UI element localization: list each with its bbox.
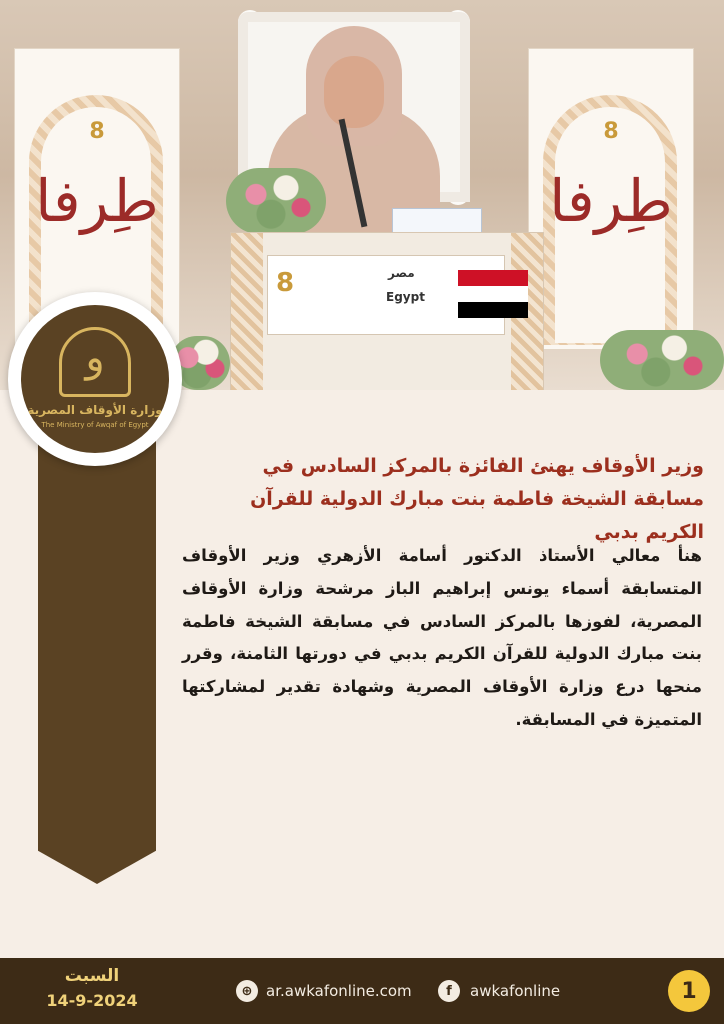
banner-calligraphy: طِرفا (35, 167, 159, 235)
article-body: هنأ معالي الأستاذ الدكتور أسامة الأزهري وزير الأوقاف المتسابقة أسماء يونس إبراهيم الباز مرشحة وزارة الأوقاف المصرية، لفوزها بالمركز السادس في مسابقة الشيخة فاطمة بنت مبارك الدولية للقرآن الكريم بدبي في دورتها الثامنة، وقرر منحها درع وزارة الأوقاف المصرية وشهادة تقدير لمشاركتها المتميزة في المسابقة. (182, 546, 702, 729)
country-arabic: مصر (388, 266, 415, 280)
country-english: Egypt (386, 290, 425, 304)
flowers-right (600, 330, 724, 390)
podium (230, 232, 544, 390)
ministry-logo (8, 292, 182, 466)
egypt-flag-icon (458, 270, 528, 318)
website-link[interactable] (236, 980, 412, 1002)
banner-calligraphy: طِرفا (549, 167, 673, 235)
footer-day: السبت (64, 966, 120, 986)
podium-number: 8 (276, 268, 295, 298)
headline: وزير الأوقاف يهنئ الفائزة بالمركز السادس في مسابقة الشيخة فاطمة بنت مبارك الدولية للقرآن الكريم بدبي (250, 455, 704, 543)
facebook-icon: f (438, 980, 460, 1002)
website-text: ar.awkafonline.com (266, 982, 412, 1000)
podium-sign (267, 255, 505, 335)
footer-date: 14-9-2024 (46, 991, 138, 1010)
page-number: 1 (668, 970, 710, 1012)
banner-number: 8 (89, 119, 105, 144)
facebook-text: awkafonline (470, 982, 561, 1000)
banner-right (528, 48, 694, 350)
logo-name: وزارة الأوقاف المصرية (27, 403, 163, 417)
facebook-link[interactable] (438, 980, 560, 1002)
banner-number: 8 (603, 119, 619, 144)
logo-subtitle: The Ministry of Awqaf of Egypt (41, 421, 149, 429)
web-icon: ⊕ (236, 980, 258, 1002)
logo-letter: و (85, 335, 105, 381)
footer (0, 958, 724, 1024)
flowers-center (226, 168, 326, 234)
